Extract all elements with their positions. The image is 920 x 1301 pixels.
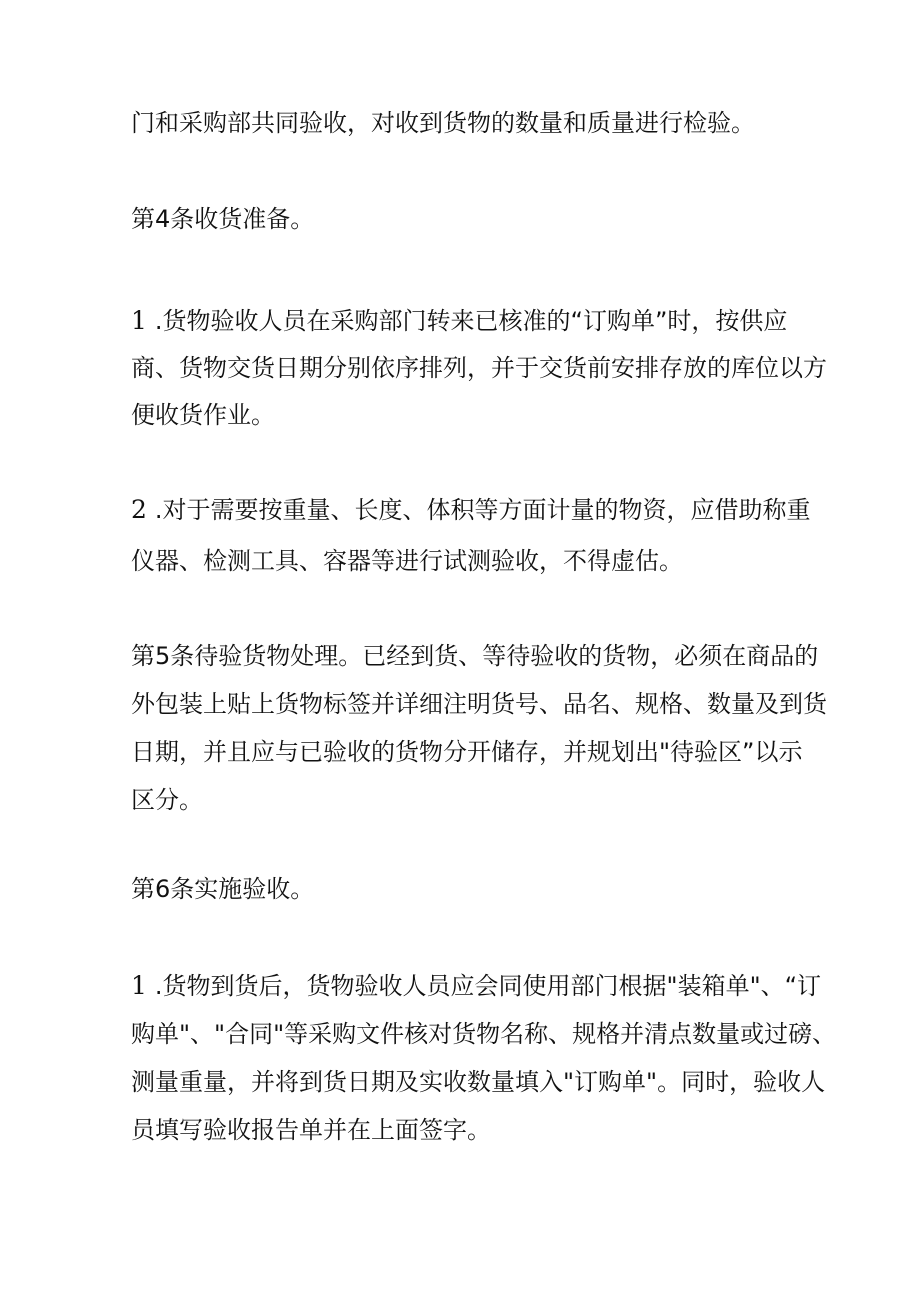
paragraph-line: 员填写验收报告单并在上面签字。: [131, 1116, 491, 1144]
list-item-line: [131, 494, 811, 526]
list-item-text: .货物到货后，货物验收人员应会同使用部门根据"装箱单"、“订: [154, 972, 822, 1000]
paragraph-line: 门和采购部共同验收，对收到货物的数量和质量进行检验。: [131, 109, 755, 137]
paragraph-line: 外包装上贴上货物标签并详细注明货号、品名、规格、数量及到货: [131, 690, 827, 718]
list-item-line: [131, 970, 821, 1002]
article-heading: 第6条实施验收。: [131, 875, 315, 903]
list-item-text: .货物验收人员在采购部门转来已核准的“订购单”时，按供应: [154, 307, 788, 335]
paragraph-line: 购单"、"合同"等采购文件核对货物名称、规格并清点数量或过磅、: [131, 1020, 837, 1048]
list-number: 2: [131, 495, 147, 524]
paragraph-line: 日期，并且应与已验收的货物分开储存，并规划出"待验区”以示: [131, 738, 803, 766]
paragraph-line: 测量重量，并将到货日期及实收数量填入"订购单"。同时，验收人: [131, 1068, 826, 1096]
list-item-line: [131, 305, 787, 337]
paragraph-line: 第5条待验货物处理。已经到货、等待验收的货物，必须在商品的: [131, 642, 819, 670]
paragraph-line: 便收货作业。: [131, 401, 275, 429]
paragraph-line: 商、货物交货日期分别依序排列，并于交货前安排存放的库位以方: [131, 354, 827, 382]
paragraph-line: 仪器、检测工具、容器等进行试测验收，不得虚估。: [131, 547, 683, 575]
list-item-text: .对于需要按重量、长度、体积等方面计量的物资，应借助称重: [154, 496, 811, 524]
list-number: 1: [131, 971, 147, 1000]
list-number: 1: [131, 306, 147, 335]
article-heading: 第4条收货准备。: [131, 205, 315, 233]
paragraph-line: 区分。: [131, 786, 203, 814]
